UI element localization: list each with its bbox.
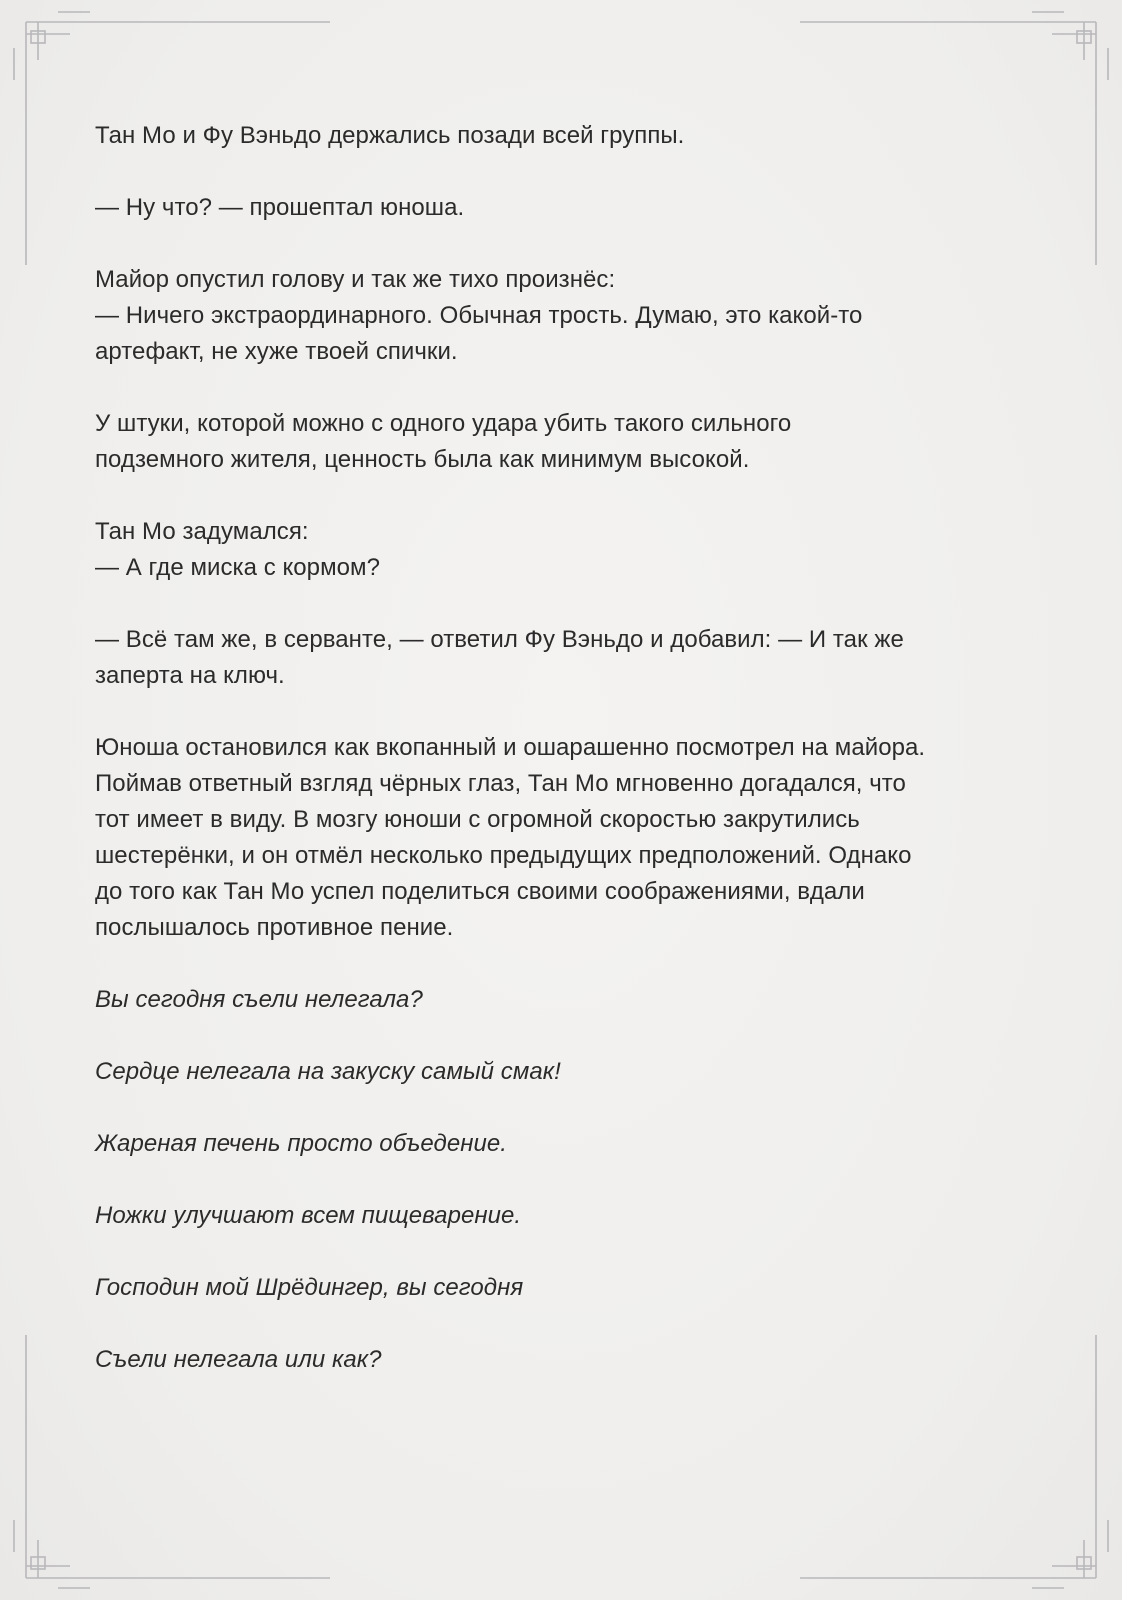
text-line: тот имеет в виду. В мозгу юноши с огромной скоростью закрутились: [95, 806, 860, 833]
song-verse-paragraph: [95, 1342, 1030, 1378]
text-paragraph: [95, 730, 1030, 946]
text-line: У штуки, которой можно с одного удара убить такого сильного: [95, 410, 792, 437]
document-text: [95, 118, 1030, 1414]
text-line: Ножки улучшают всем пищеварение.: [95, 1202, 522, 1229]
text-line: — А где миска с кормом?: [95, 554, 380, 581]
text-line: заперта на ключ.: [95, 662, 285, 689]
text-line: подземного жителя, ценность была как минимум высокой.: [95, 446, 750, 473]
text-line: — Ничего экстраординарного. Обычная трость. Думаю, это какой-то: [95, 302, 863, 329]
text-line: Поймав ответный взгляд чёрных глаз, Тан Мо мгновенно догадался, что: [95, 770, 906, 797]
text-line: Съели нелегала или как?: [95, 1346, 382, 1373]
text-paragraph: [95, 406, 1030, 478]
text-line: — Ну что? — прошептал юноша.: [95, 194, 465, 221]
text-paragraph: [95, 514, 1030, 586]
text-line: Майор опустил голову и так же тихо произнёс:: [95, 266, 616, 293]
text-line: Сердце нелегала на закуску самый смак!: [95, 1058, 561, 1085]
text-line: — Всё там же, в серванте, — ответил Фу Вэньдо и добавил: — И так же: [95, 626, 904, 653]
text-paragraph: [95, 622, 1030, 694]
text-line: Юноша остановился как вкопанный и ошарашенно посмотрел на майора.: [95, 734, 926, 761]
text-paragraph: [95, 262, 1030, 370]
text-line: шестерёнки, и он отмёл несколько предыдущих предположений. Однако: [95, 842, 912, 869]
text-line: послышалось противное пение.: [95, 914, 454, 941]
song-verse-paragraph: [95, 1054, 1030, 1090]
text-line: Господин мой Шрёдингер, вы сегодня: [95, 1274, 524, 1301]
text-line: до того как Тан Мо успел поделиться своими соображениями, вдали: [95, 878, 865, 905]
text-line: артефакт, не хуже твоей спички.: [95, 338, 458, 365]
text-paragraph: [95, 118, 1030, 154]
text-paragraph: [95, 190, 1030, 226]
song-verse-paragraph: [95, 1198, 1030, 1234]
text-line: Вы сегодня съели нелегала?: [95, 986, 423, 1013]
song-verse-paragraph: [95, 1126, 1030, 1162]
text-line: Жареная печень просто объедение.: [95, 1130, 508, 1157]
song-verse-paragraph: [95, 982, 1030, 1018]
text-line: Тан Мо и Фу Вэньдо держались позади всей группы.: [95, 122, 685, 149]
song-verse-paragraph: [95, 1270, 1030, 1306]
text-line: Тан Мо задумался:: [95, 518, 309, 545]
